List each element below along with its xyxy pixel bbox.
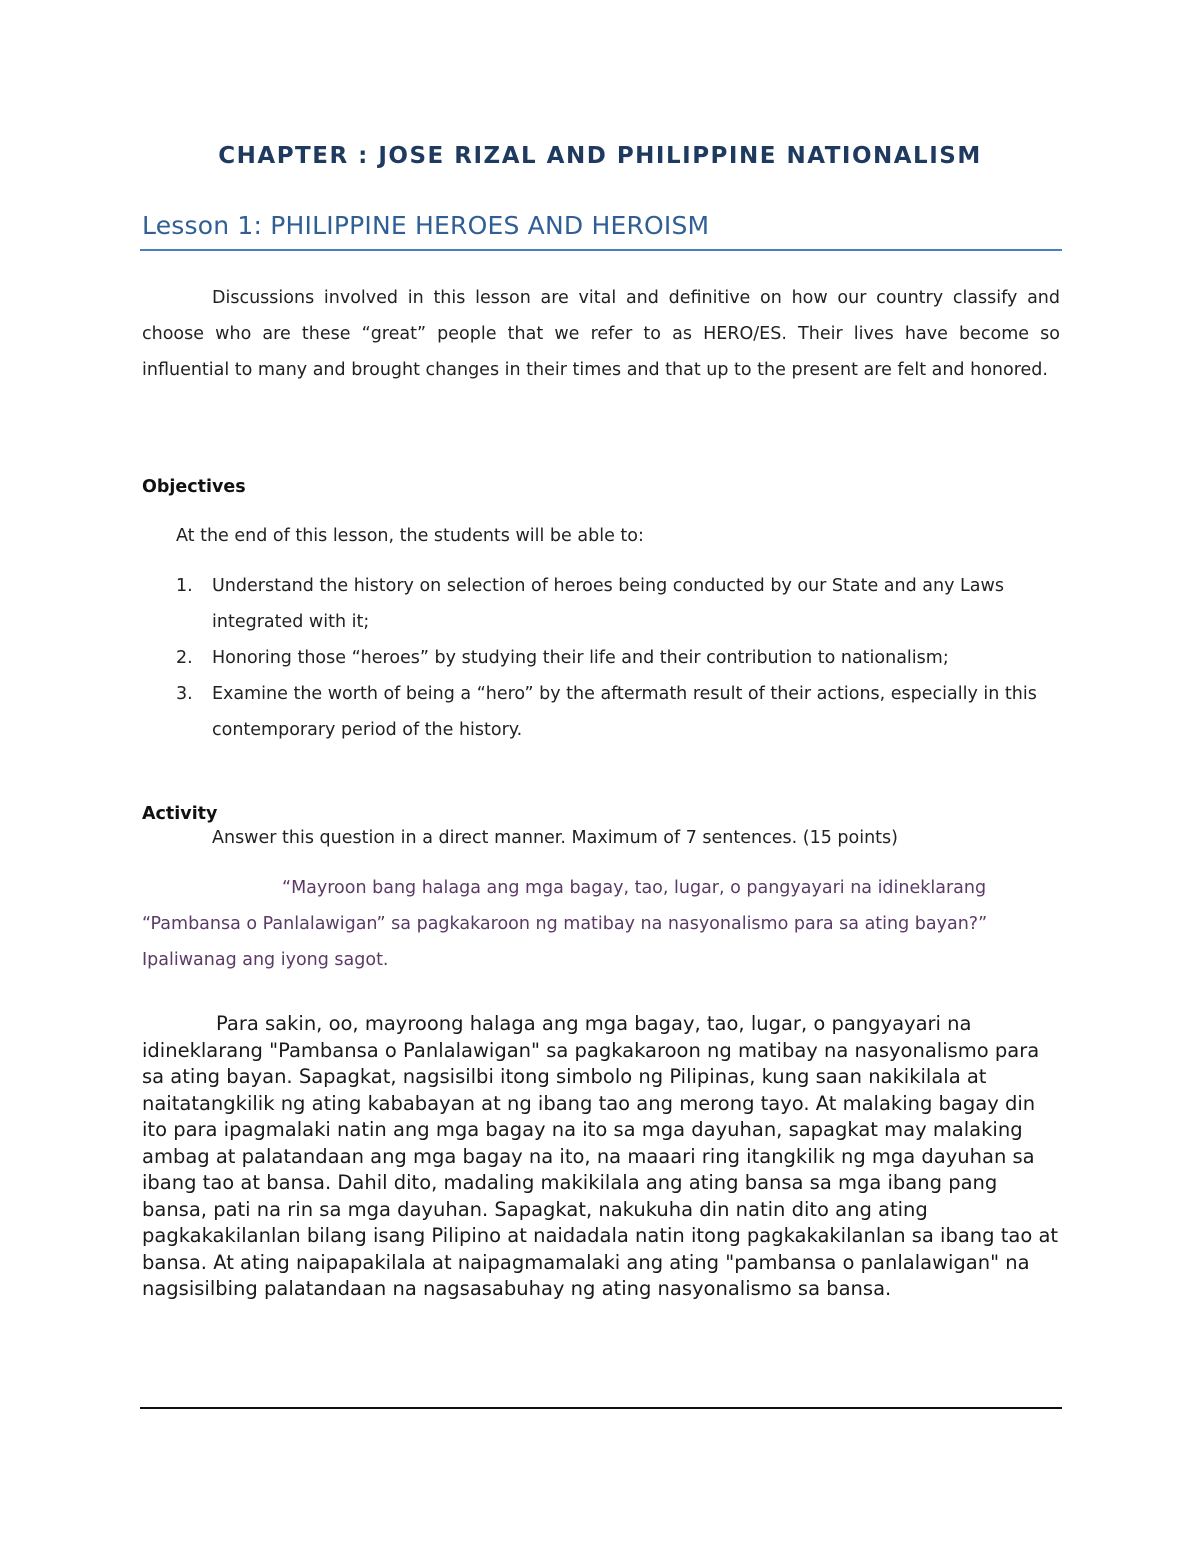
lesson-intro-paragraph: Discussions involved in this lesson are vital and definitive on how our country classify and choose who are these “great” people that we refer to as HERO/ES. Their lives have become so influential to many and brought changes in their times and that up to the present are felt and honored. — [142, 288, 1060, 380]
objective-text: Understand the history on selection of heroes being conducted by our State and any Laws integrated with it; — [212, 576, 1004, 632]
activity-heading: Activity — [142, 804, 218, 824]
objectives-lead: At the end of this lesson, the students will be able to: — [176, 526, 644, 546]
objective-number: 2. — [176, 648, 193, 668]
activity-instruction: Answer this question in a direct manner. Maximum of 7 sentences. (15 points) — [212, 828, 898, 848]
objective-number: 3. — [176, 684, 193, 704]
objective-item — [142, 676, 1060, 748]
objective-number: 1. — [176, 576, 193, 596]
objective-item — [142, 640, 1060, 676]
objective-text: Examine the worth of being a “hero” by the aftermath result of their actions, especially in this contemporary period of the history. — [212, 684, 1037, 740]
activity-answer: Para sakin, oo, mayroong halaga ang mga bagay, tao, lugar, o pangyayari na idineklarang "Pambansa o Panlalawigan" sa pagkakaroon ng matibay na nasyonalismo para sa ating bayan. Sapagkat, nagsisilbi itong simbolo ng Pilipinas, kung saan nakikilala at naitatangkilik ng ating kababayan at ng ibang tao ang merong tayo. At malaking bagay din ito para ipagmalaki natin ang mga bagay na ito sa mga dayuhan, sapagkat may malaking ambag at palatandaan ang mga bagay na ito, na maaari ring itangkilik ng mga dayuhan sa ibang tao at bansa. Dahil dito, madaling makikilala ang ating bansa sa mga ibang pang bansa, pati na rin sa mga dayuhan. Sapagkat, nakukuha din natin dito ang ating pagkakakilanlan bilang isang Pilipino at naidadala natin itong pagkakakilanlan sa ibang tao at bansa. At ating naipapakilala at naipagmamalaki ang ating "pambansa o panlalawigan" na nagsisilbing palatandaan na nagsasabuhay ng ating nasyonalismo sa bansa. — [142, 1012, 1059, 1300]
objectives-heading: Objectives — [142, 477, 246, 497]
chapter-title: CHAPTER : JOSE RIZAL AND PHILIPPINE NATIONALISM — [218, 143, 982, 169]
objective-text: Honoring those “heroes” by studying their life and their contribution to nationalism; — [212, 648, 949, 668]
objective-item — [142, 568, 1060, 640]
lesson-title: Lesson 1: PHILIPPINE HEROES AND HEROISM — [142, 211, 710, 240]
objectives-list — [142, 568, 1060, 748]
page-bottom-rule — [140, 1407, 1062, 1409]
activity-question: “Mayroon bang halaga ang mga bagay, tao, lugar, o pangyayari na idineklarang “Pambansa o Panlalawigan” sa pagkakaroon ng matibay na nasyonalismo para sa ating bayan?” Ipaliwanag ang iyong sagot. — [142, 878, 988, 970]
lesson-title-underline — [140, 249, 1062, 251]
